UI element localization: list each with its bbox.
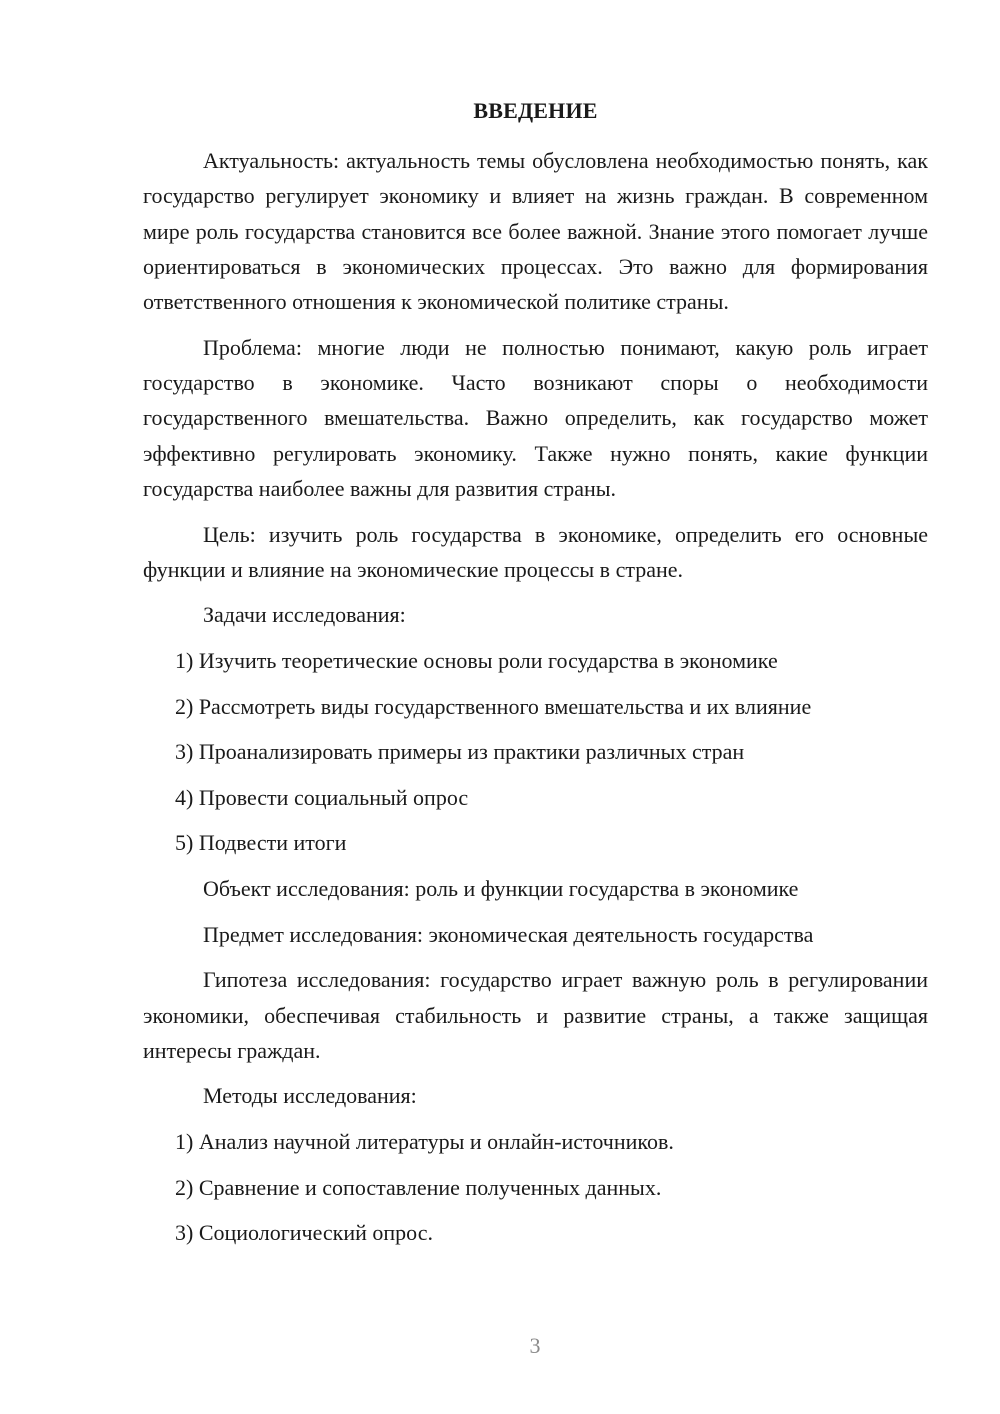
method-item-3: 3) Социологический опрос.: [175, 1220, 433, 1246]
task-item-4: 4) Провести социальный опрос: [175, 784, 469, 810]
task-item-2: 2) Рассмотреть виды государственного вмешательства и их влияние: [175, 693, 812, 719]
research-subject: Предмет исследования: экономическая деятельность государства: [203, 921, 814, 947]
page-number: 3: [529, 1333, 541, 1358]
research-object: Объект исследования: роль и функции государства в экономике: [203, 876, 799, 902]
tasks-heading: Задачи исследования:: [203, 602, 406, 628]
task-item-1: 1) Изучить теоретические основы роли государства в экономике: [175, 648, 778, 674]
method-item-1: 1) Анализ научной литературы и онлайн-источников.: [175, 1128, 674, 1154]
relevance-paragraph: Актуальность: актуальность темы обусловлена необходимостью понять, как государство регулирует экономику и влияет на жизнь граждан. В современном мире роль государства становится все более важной. Знание этого помогает лучше ориентироваться в экономических процессах. Это важно для формирования ответственного отношения к экономической политике страны.: [143, 148, 928, 315]
task-item-5: 5) Подвести итоги: [175, 830, 347, 856]
goal-paragraph: Цель: изучить роль государства в экономике, определить его основные функции и влияние на экономические процессы в стране.: [143, 521, 928, 582]
task-item-3: 3) Проанализировать примеры из практики различных стран: [175, 739, 745, 765]
hypothesis-paragraph: Гипотеза исследования: государство играет важную роль в регулировании экономики, обеспечивая стабильность и развитие страны, а также защищая интересы граждан.: [143, 967, 928, 1063]
methods-heading: Методы исследования:: [203, 1083, 417, 1109]
method-item-2: 2) Сравнение и сопоставление полученных данных.: [175, 1174, 662, 1200]
document-page: [143, 96, 928, 1261]
page-title: ВВЕДЕНИЕ: [473, 98, 598, 123]
problem-paragraph: Проблема: многие люди не полностью понимают, какую роль играет государство в экономике. Часто возникают споры о необходимости государственного вмешательства. Важно определить, как государство может эффективно регулировать экономику. Также нужно понять, какие функции государства наиболее важны для развития страны.: [143, 334, 928, 501]
